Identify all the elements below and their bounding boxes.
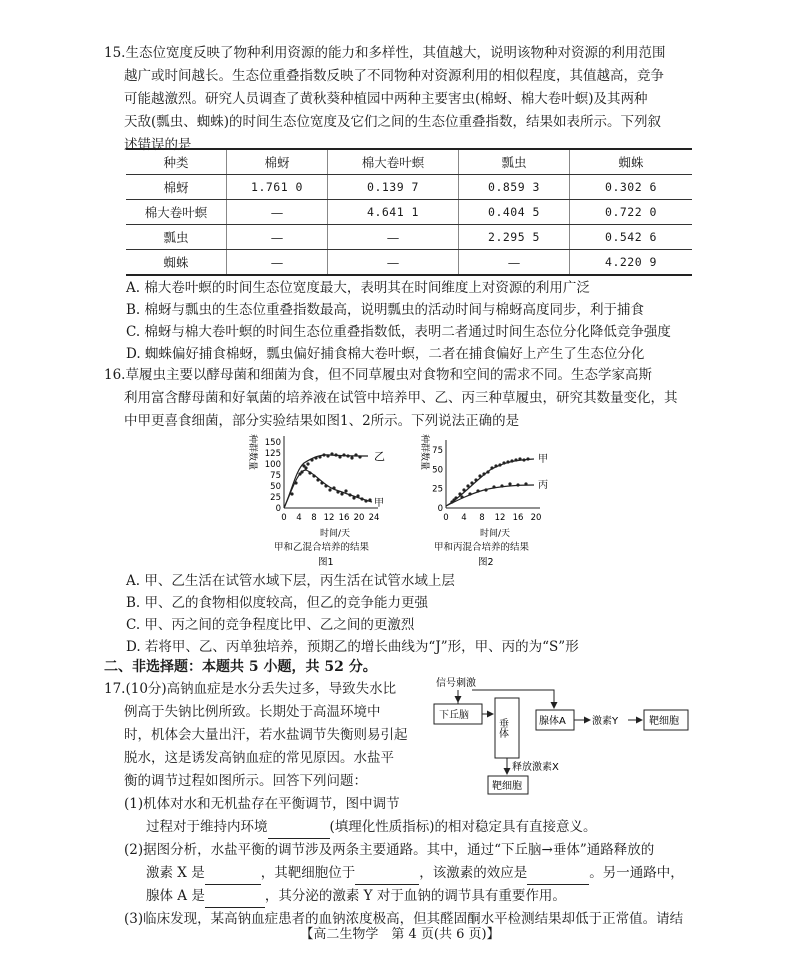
- option-b: B. 甲、乙的食物相似度较高，但乙的竞争能力更强: [126, 595, 429, 611]
- table-header: 瓢虫: [459, 149, 570, 175]
- answer-blank[interactable]: [205, 870, 261, 885]
- signal-to-gland-arrow: [472, 690, 554, 708]
- q16-line: 中甲更喜食细菌，部分实验结果如图1、2所示。下列说法正确的是: [124, 413, 520, 429]
- tick-label: 125: [264, 449, 281, 459]
- tick-label: 50: [270, 482, 281, 492]
- fig1-name: 图1: [318, 557, 334, 568]
- table-cell: 4.641 1: [328, 200, 459, 225]
- table-cell: —: [227, 250, 328, 276]
- tick-label: 50: [432, 465, 443, 476]
- q17-line: 17.(10分)高钠血症是水分丢失过多，导致失水比: [104, 681, 397, 697]
- table-cell: 棉大卷叶螟: [126, 200, 227, 225]
- table-cell: 2.295 5: [459, 225, 570, 250]
- q17-part3: (3)临床发现，某高钠血症患者的血钠浓度极高，但其醛固酮水平检测结果却低于正常值。请结: [124, 911, 684, 927]
- tick-label: 100: [264, 460, 281, 470]
- pituitary-label: 垂体: [496, 718, 508, 738]
- table-row: [126, 225, 692, 250]
- question-16: [104, 364, 694, 433]
- option-c: C. 棉蚜与棉大卷叶螟的时间生态位重叠指数低，表明二者通过时间生态位分化降低竞争强度: [126, 324, 671, 340]
- fig1-xlabel: 时间/天: [320, 529, 351, 539]
- option-d: D. 若将甲、乙、丙单独培养，预期乙的增长曲线为“J”形，甲、丙的为“S”形: [126, 639, 579, 655]
- fig1-caption: 甲和乙混合培养的结果: [274, 542, 370, 553]
- tick-label: 0: [281, 513, 287, 523]
- section-title: 二、非选择题：本题共 5 小题，共 52 分。: [104, 659, 377, 675]
- q16-options: [104, 570, 694, 658]
- table-header: 蜘蛛: [570, 149, 693, 175]
- table-cell: 蜘蛛: [126, 250, 227, 276]
- fig2-caption: 甲和丙混合培养的结果: [434, 542, 530, 553]
- tick-label: 25: [432, 484, 443, 495]
- table-cell: 1.761 0: [227, 175, 328, 200]
- option-a: A. 甲、乙生活在试管水域下层，丙生活在试管水域上层: [126, 573, 455, 589]
- fig2-label-jia: 甲: [538, 454, 548, 465]
- signal-label: 信号刺激: [436, 678, 476, 689]
- table-cell: 瓢虫: [126, 225, 227, 250]
- option-c: C. 甲、丙之间的竞争程度比甲、乙之间的更激烈: [126, 617, 415, 633]
- q17-text: ，其分泌的激素 Y 对于血钠的调节具有重要作用。: [264, 888, 566, 904]
- tick-label: 24: [368, 513, 380, 523]
- q16-line: 利用富含酵母菌和好氧菌的培养液在试管中培养甲、乙、丙三种草履虫，研究其数量变化，其: [124, 390, 678, 406]
- table-cell: 0.542 6: [570, 225, 693, 250]
- table-cell: —: [328, 250, 459, 276]
- q17-part2: [124, 839, 694, 931]
- fig1-points: [290, 452, 371, 502]
- q15-line: 天敌(瓢虫、蜘蛛)的时间生态位宽度及它们之间的生态位重叠指数，结果如表所示。下列叙: [124, 114, 662, 130]
- q17-text: ，该激素的效应是: [419, 865, 528, 881]
- table-header-row: [126, 149, 692, 175]
- table-header: 棉大卷叶螟: [328, 149, 459, 175]
- target-cell-label-1: 靶细胞: [649, 716, 679, 727]
- tick-label: 75: [432, 446, 443, 456]
- hypothalamus-label: 下丘脑: [439, 710, 469, 721]
- fig2-name: 图2: [478, 557, 494, 568]
- gland-a-label: 腺体A: [539, 716, 566, 727]
- table-header: 种类: [126, 149, 227, 175]
- fig1-curve-jia: [284, 470, 372, 508]
- release-x-label: 释放激素X: [512, 762, 559, 773]
- q17-text: 过程对于维持内环境: [146, 819, 268, 835]
- fig2-xticks: [443, 513, 541, 523]
- q17-part1: (1)机体对水和无机盐存在平衡调节，图中调节: [124, 796, 400, 812]
- tick-label: 20: [530, 513, 542, 523]
- tick-label: 0: [437, 504, 443, 514]
- q15-line: 15.生态位宽度反映了物种利用资源的能力和多样性，其值越大，说明该物种对资源的利用范围: [104, 45, 666, 61]
- tick-label: 4: [461, 513, 467, 523]
- q15-line: 述错误的是: [124, 137, 192, 153]
- q17-line: 时，机体会大量出汗，若水盐调节失衡则易引起: [124, 727, 408, 743]
- fig1-label-jia: 甲: [374, 498, 384, 509]
- table-row: [126, 200, 692, 225]
- table-cell: —: [227, 225, 328, 250]
- fig1-curve-yi: [284, 455, 368, 508]
- q17-part1-cont: [124, 816, 684, 839]
- table-cell: 0.859 3: [459, 175, 570, 200]
- table-cell: 0.722 0: [570, 200, 693, 225]
- table-cell: 0.404 5: [459, 200, 570, 225]
- question-17: [104, 678, 434, 816]
- q17-text: 激素 X 是: [146, 865, 205, 881]
- q17-text: (填理化性质指标)的相对稳定具有直接意义。: [329, 819, 597, 835]
- tick-label: 12: [494, 513, 506, 523]
- fig2-curve-jia: [446, 459, 534, 506]
- fig1-label-yi: 乙: [374, 450, 385, 463]
- q17-text: ，其靶细胞位于: [260, 865, 356, 881]
- tick-label: 75: [270, 471, 281, 481]
- q17-line: 脱水，这是诱发高钠血症的常见原因。水盐平: [124, 750, 394, 766]
- q17-line: 例高于失钠比例所致。长期处于高温环境中: [124, 704, 381, 720]
- tick-label: 8: [479, 513, 485, 523]
- table-cell: —: [227, 200, 328, 225]
- table-cell: 棉蚜: [126, 175, 227, 200]
- tick-label: 16: [512, 513, 524, 523]
- tick-label: 150: [264, 438, 281, 448]
- q15-line: 可能越激烈。研究人员调查了黄秋葵种植园中两种主要害虫(棉蚜、棉大卷叶螟)及其两种: [124, 91, 648, 107]
- table-cell: 4.220 9: [570, 250, 693, 276]
- answer-blank[interactable]: [205, 893, 265, 908]
- figure-1: [240, 428, 410, 568]
- page-footer: 【高二生物学 第 4 页(共 6 页)】: [300, 927, 500, 942]
- answer-blank[interactable]: [527, 870, 589, 885]
- question-15: [104, 42, 694, 157]
- fig1-ylabel: 种群数量: [247, 434, 257, 471]
- fig2-curve-bing: [446, 485, 534, 506]
- hormone-y-label: 激素Y: [592, 716, 619, 727]
- table-cell: —: [459, 250, 570, 276]
- tick-label: 16: [338, 513, 350, 523]
- table-cell: 0.302 6: [570, 175, 693, 200]
- tick-label: 25: [270, 493, 281, 503]
- fig1-xticks: [281, 513, 379, 523]
- fig2-label-bing: 丙: [538, 480, 548, 491]
- regulation-diagram: [432, 674, 702, 796]
- answer-blank[interactable]: [355, 870, 419, 885]
- tick-label: 4: [296, 513, 302, 523]
- table-row: [126, 175, 692, 200]
- table-header: 棉蚜: [227, 149, 328, 175]
- fig2-yticks: [432, 446, 443, 514]
- tick-label: 12: [323, 513, 335, 523]
- fig2-ylabel: 种群数量: [419, 434, 429, 471]
- figure-2: [408, 428, 578, 568]
- option-a: A. 棉大卷叶螟的时间生态位宽度最大，表明其在时间维度上对资源的利用广泛: [126, 280, 590, 296]
- option-b: B. 棉蚜与瓢虫的生态位重叠指数最高，说明瓢虫的活动时间与棉蚜高度同步，利于捕食: [126, 302, 645, 318]
- option-d: D. 蜘蛛偏好捕食棉蚜，瓢虫偏好捕食棉大卷叶螟，二者在捕食偏好上产生了生态位分化: [126, 346, 645, 362]
- q15-options: [104, 277, 694, 365]
- q16-line: 16.草履虫主要以酵母菌和细菌为食，但不同草履虫对食物和空间的需求不同。生态学家高斯: [104, 367, 652, 383]
- q17-text: 。另一通路中，: [589, 865, 684, 881]
- tick-label: 20: [353, 513, 365, 523]
- answer-blank[interactable]: [268, 824, 330, 839]
- table-row: [126, 250, 692, 276]
- table-cell: 0.139 7: [328, 175, 459, 200]
- q15-line: 越广或时间越长。生态位重叠指数反映了不同物种对资源利用的相似程度，其值越高，竞争: [124, 68, 664, 84]
- fig2-points: [450, 457, 529, 503]
- q17-text: (2)据图分析，水盐平衡的调节涉及两条主要通路。其中，通过“下丘脑→垂体”通路释放的: [124, 842, 655, 858]
- q17-text: 腺体 A 是: [146, 888, 205, 904]
- tick-label: 0: [275, 504, 281, 514]
- niche-table: [126, 148, 692, 276]
- tick-label: 0: [443, 513, 449, 523]
- fig2-xlabel: 时间/天: [480, 529, 511, 539]
- fig1-yticks: [265, 438, 281, 514]
- table-cell: —: [328, 225, 459, 250]
- q17-line: 衡的调节过程如图所示。回答下列问题：: [124, 773, 367, 789]
- tick-label: 8: [311, 513, 317, 523]
- target-cell-label-2: 靶细胞: [492, 781, 522, 792]
